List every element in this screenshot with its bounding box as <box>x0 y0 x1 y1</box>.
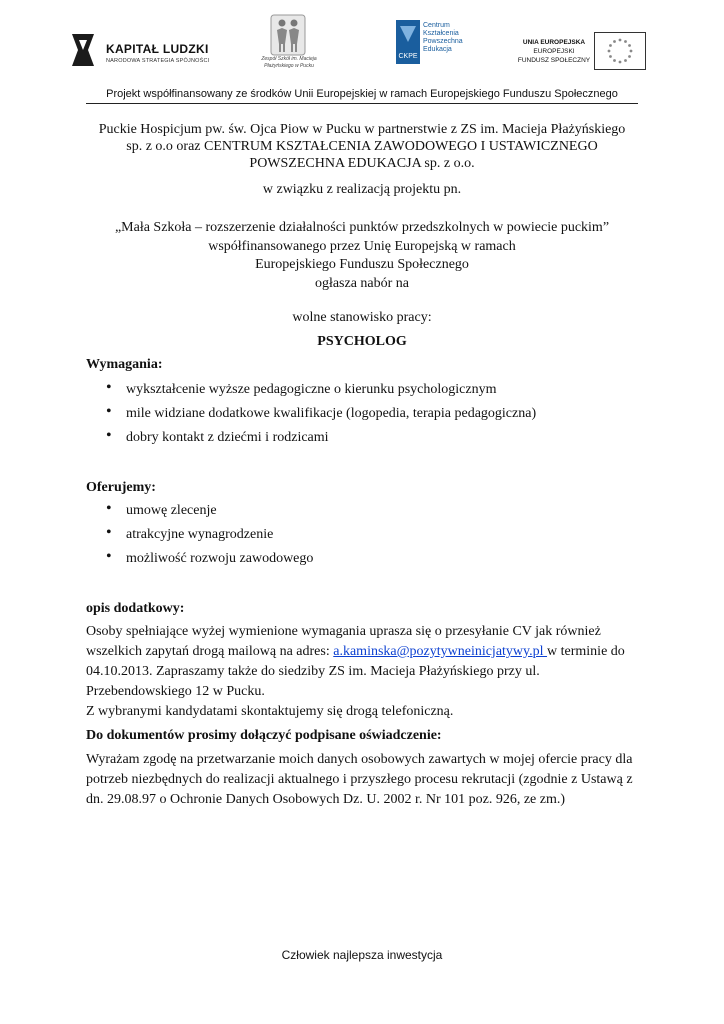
project-title-line: ogłasza nabór na <box>314 275 410 291</box>
additional-paragraph <box>86 622 646 702</box>
ckpe-logo <box>396 20 471 68</box>
ckpe-caption-line: Powszechna <box>423 38 463 45</box>
eu-fund-line: UNIA EUROPEJSKA <box>522 39 586 46</box>
bullet-icon: • <box>106 427 112 444</box>
bullet-icon: • <box>106 500 112 517</box>
list-item <box>86 525 646 549</box>
requirement-text: mile widziane dodatkowe kwalifikacje (logopedia, terapia pedagogiczna) <box>126 406 537 421</box>
eu-fund-logo-text <box>512 38 596 65</box>
consent-text: Wyrażam zgodę na przetwarzanie moich danych osobowych zawartych w mojej ofercie pracy dla potrzeb niezbędnych do realizacji aktualnego i przyszłego procesu rekrutacji (zgodnie z Ustawą z dn. 29.08.97 o Ochronie Danych Osobowych Dz. U. 2002 r. Nr 101 poz. 926, ze zm.) <box>86 752 633 807</box>
list-item <box>86 380 646 404</box>
additional-text: Osoby spełniające wyżej wymienione wymagania uprasza się o przesyłanie CV jak również wszelkich zapytań drogą mailową na adres: <box>86 624 601 659</box>
project-title-line: współfinansowanego przez Unię Europejską w ramach <box>208 238 516 254</box>
connection-line: w związku z realizacją projektu pn. <box>262 182 462 197</box>
project-title-line: Europejskiego Funduszu Społecznego <box>255 257 469 272</box>
list-item <box>86 404 646 428</box>
bullet-icon: • <box>106 379 112 396</box>
list-item <box>86 428 646 452</box>
ckpe-caption-line: Edukacja <box>423 46 452 53</box>
offer-text: możliwość rozwoju zawodowego <box>126 551 314 566</box>
ckpe-caption <box>423 22 463 54</box>
kapital-ludzki-flag-icon <box>68 32 98 68</box>
eu-star-icon <box>624 40 627 43</box>
kapital-ludzki-subtitle: NARODOWA STRATEGIA SPÓJNOŚCI <box>106 58 210 64</box>
footer-slogan: Człowiek najlepsza inwestycja <box>281 948 443 962</box>
organizers-line: Puckie Hospicjum pw. św. Ojca Piow w Pucku w partnerstwie z ZS im. Macieja Płażyńskiego <box>98 122 626 137</box>
eu-fund-line: FUNDUSZ SPOŁECZNY <box>517 57 591 64</box>
eu-star-icon <box>624 59 627 62</box>
project-cofinancing-line: Projekt współfinansowany ze środków Unii Europejskiej w ramach Europejskiego Funduszu Społecznego <box>106 88 618 100</box>
project-title-line: „Mała Szkoła – rozszerzenie działalności punktów przedszkolnych w powiecie puckim” <box>114 220 610 235</box>
project-title-block <box>40 219 684 293</box>
organizers-block <box>40 121 684 172</box>
kapital-ludzki-logo <box>68 30 213 74</box>
position-label: wolne stanowisko pracy: <box>292 310 432 325</box>
eu-star-icon <box>608 50 611 53</box>
requirement-text: wykształcenie wyższe pedagogiczne o kierunku psychologicznym <box>126 382 497 397</box>
eu-star-icon <box>619 61 622 64</box>
contact-email-link[interactable]: a.kaminska@pozytywneinicjatywy.pl <box>333 644 548 659</box>
eu-star-icon <box>609 44 612 47</box>
eu-star-icon <box>628 44 631 47</box>
ckpe-emblem-icon <box>396 20 420 64</box>
list-item <box>86 549 646 573</box>
bullet-icon: • <box>106 403 112 420</box>
zespol-szkol-caption: Zespół Szkół im. Macieja Płażyńskiego w Pucku <box>261 56 317 69</box>
offer-heading: Oferujemy: <box>86 480 156 495</box>
ckpe-caption-line: Centrum <box>423 22 450 29</box>
bullet-icon: • <box>106 524 112 541</box>
ckpe-caption-line: Kształcenia <box>423 30 459 37</box>
eu-flag-icon <box>594 32 646 70</box>
contact-note: Z wybranymi kandydatami skontaktujemy się drogą telefoniczną. <box>86 704 454 719</box>
offer-text: atrakcyjne wynagrodzenie <box>126 527 274 542</box>
eu-star-icon <box>619 39 622 42</box>
eu-star-icon <box>609 55 612 58</box>
requirement-text: dobry kontakt z dziećmi i rodzicami <box>126 430 329 445</box>
eu-star-icon <box>613 40 616 43</box>
position-title: PSYCHOLOG <box>317 334 407 349</box>
consent-heading: Do dokumentów prosimy dołączyć podpisane oświadczenie: <box>86 728 442 743</box>
offer-text: umowę zlecenje <box>126 503 217 518</box>
requirements-heading: Wymagania: <box>86 357 163 372</box>
organizers-line: POWSZECHNA EDUKACJA sp. z o.o. <box>249 156 475 171</box>
requirements-list <box>86 380 646 452</box>
organizers-line: sp. z o.o oraz CENTRUM KSZTAŁCENIA ZAWODOWEGO I USTAWICZNEGO <box>126 139 598 154</box>
list-item <box>86 501 646 525</box>
zespol-szkol-logo <box>258 14 320 84</box>
bullet-icon: • <box>106 548 112 565</box>
additional-text: w terminie do 04.10.2013. Zapraszamy także do siedziby ZS im. Macieja Płażyńskiego przy ul. Przebendowskiego 12 w Pucku. <box>86 644 625 699</box>
kapital-ludzki-title: KAPITAŁ LUDZKI <box>106 42 209 56</box>
additional-heading: opis dodatkowy: <box>86 601 185 616</box>
zespol-szkol-emblem-icon <box>270 14 306 56</box>
offer-list <box>86 501 646 573</box>
eu-star-icon <box>613 59 616 62</box>
eu-fund-line: EUROPEJSKI <box>533 48 575 55</box>
header-divider <box>86 103 638 104</box>
svg-text:CKPE: CKPE <box>398 53 418 60</box>
eu-star-icon <box>628 55 631 58</box>
eu-star-icon <box>630 50 633 53</box>
